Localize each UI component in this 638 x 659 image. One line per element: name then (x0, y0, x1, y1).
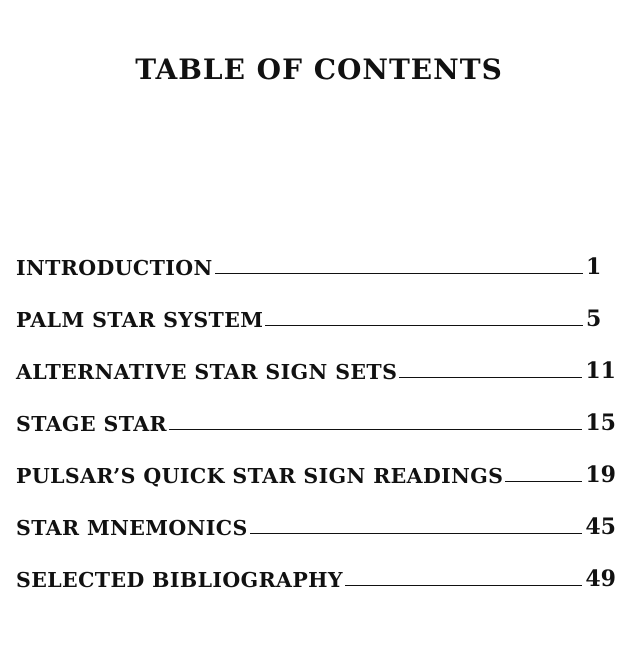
toc-entry-introduction (16, 226, 616, 278)
toc-entry-selected-bibliography (16, 538, 616, 590)
toc-leader-line (265, 324, 583, 326)
toc-entry-pulsars-quick-star-sign-readings (16, 434, 616, 486)
toc-entry-star-mnemonics (16, 486, 616, 538)
toc-leader-line (345, 584, 582, 586)
toc-page-number: 11 (585, 358, 616, 384)
toc-entry-title: SELECTED BIBLIOGRAPHY (16, 567, 343, 592)
toc-entry-alternative-star-sign-sets (16, 330, 616, 382)
toc-leader-line (215, 272, 583, 274)
toc-entry-title: PALM STAR SYSTEM (16, 307, 264, 332)
toc-entry-stage-star (16, 382, 616, 434)
toc-page-number: 49 (585, 566, 616, 592)
toc-page-number: 45 (585, 514, 616, 540)
toc-entry-title: ALTERNATIVE STAR SIGN SETS (16, 359, 398, 384)
toc-page-number: 19 (585, 462, 616, 488)
toc-leader-line (505, 480, 582, 482)
toc-entry-title: PULSAR’S QUICK STAR SIGN READINGS (16, 463, 504, 488)
table-of-contents (16, 226, 616, 590)
page-title: TABLE OF CONTENTS (135, 53, 503, 86)
toc-entry-palm-star-system (16, 278, 616, 330)
toc-leader-line (250, 532, 583, 534)
toc-leader-line (399, 376, 582, 378)
toc-entry-title: STAR MNEMONICS (16, 515, 248, 540)
toc-page-number: 1 (586, 254, 602, 280)
toc-leader-line (169, 428, 582, 430)
toc-entry-title: STAGE STAR (16, 411, 167, 436)
toc-page-number: 15 (585, 410, 616, 436)
toc-entry-title: INTRODUCTION (16, 255, 213, 280)
toc-page-number: 5 (586, 306, 602, 332)
